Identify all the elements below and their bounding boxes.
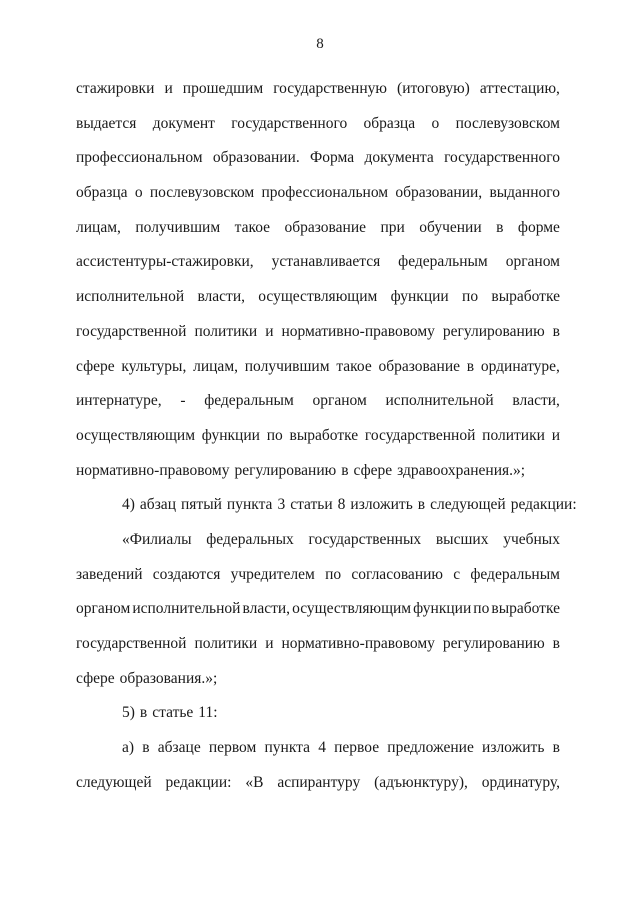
word: послевузовском [455, 114, 560, 132]
word: о [431, 114, 440, 132]
word: такое [336, 357, 372, 375]
text-line [76, 176, 560, 211]
word: власти, [197, 288, 245, 306]
word: абзац [139, 496, 176, 514]
word: осуществляющим [292, 600, 412, 618]
word: в [552, 635, 560, 652]
word: регулированию [234, 461, 337, 479]
word: заведений [76, 565, 143, 583]
word: выработке [491, 288, 560, 306]
word: ординатуру, [481, 773, 560, 791]
text-line [76, 662, 560, 697]
word: федеральным [398, 253, 488, 271]
word: осуществляющим [76, 426, 196, 444]
word: политики [194, 635, 258, 652]
word: политики [482, 426, 545, 444]
word: стажировки [76, 80, 155, 97]
word: в [139, 704, 148, 722]
word: государственную [273, 80, 387, 97]
word: по [266, 426, 283, 444]
word: государственной [76, 322, 187, 340]
word: и [551, 426, 560, 444]
word: (адъюнктуру), [374, 773, 468, 791]
word: регулированию [442, 635, 545, 652]
word: в [552, 322, 560, 340]
word: изложить [482, 739, 545, 757]
word: и [164, 80, 173, 97]
word: выработке [289, 426, 359, 444]
word: 11: [198, 704, 218, 722]
text-line [76, 766, 560, 801]
word: редакции: [510, 496, 577, 514]
word: нормативно-правовому [281, 322, 435, 340]
word: ассистентуры-стажировки, [76, 253, 254, 271]
word: (итоговую) [397, 80, 470, 97]
word: нормативно-правовому [281, 635, 435, 652]
word: и [265, 635, 274, 652]
word: выдается [76, 114, 137, 132]
word: органом [505, 253, 560, 271]
word: федеральным [204, 392, 294, 410]
document-body [76, 72, 577, 800]
word: государственного [444, 149, 560, 167]
page-number: 8 [316, 36, 324, 52]
word: в [417, 496, 426, 514]
word: функции [390, 288, 449, 306]
word: сфере [76, 357, 115, 375]
word: федеральных [206, 530, 294, 548]
word: нормативно-правовому [76, 461, 230, 479]
text-line [76, 627, 560, 662]
word: 8 [337, 496, 346, 514]
word: аспирантуру [277, 773, 361, 791]
word: 4) [122, 496, 135, 514]
word: федеральным [470, 565, 560, 583]
word: и [265, 322, 274, 340]
word: государственного [231, 114, 348, 132]
word: пункта [264, 739, 310, 757]
word: образования.»; [119, 669, 218, 687]
text-line [76, 696, 560, 731]
word: следующей [76, 773, 152, 791]
text-line [76, 315, 560, 350]
text-line [76, 523, 560, 558]
word: в [341, 461, 349, 479]
text-line [76, 107, 560, 142]
word: устанавливается [271, 253, 381, 271]
text-line [76, 454, 560, 489]
word: в [142, 739, 150, 757]
word: профессиональном [76, 149, 203, 167]
word: государственной [364, 426, 476, 444]
word: по [473, 600, 490, 618]
word: статье [152, 704, 194, 722]
word: учебных [503, 530, 560, 548]
word: в [466, 357, 475, 375]
word: в [496, 218, 504, 236]
word: Форма [310, 149, 355, 167]
word: 4 [318, 739, 326, 757]
word: выработке [491, 600, 560, 618]
word: форме [517, 218, 560, 236]
word: 5) [122, 704, 135, 722]
word: интернатуре, [76, 392, 162, 410]
text-line [76, 72, 560, 107]
word: политики [194, 322, 258, 340]
word: сфере [76, 669, 115, 687]
word: о [134, 184, 143, 202]
word: при [380, 218, 405, 236]
word: по [325, 565, 342, 583]
word: здравоохранения.»; [397, 461, 526, 479]
word: исполнительной [385, 392, 494, 410]
word: образца [76, 184, 128, 202]
word: исполнительной [76, 288, 185, 306]
word: органом [312, 392, 367, 410]
word: власти, [242, 600, 291, 618]
word: послевузовском [149, 184, 255, 202]
word: «В [245, 773, 264, 791]
word: культуры, [121, 357, 187, 375]
word: сфере [353, 461, 393, 479]
word: такое [234, 218, 271, 236]
text-line [76, 384, 560, 419]
word: редакции: [165, 773, 232, 791]
word: регулированию [442, 322, 545, 340]
word: с [453, 565, 461, 583]
text-line [76, 419, 560, 454]
word: государственной [76, 635, 187, 652]
word: образовании. [212, 149, 300, 167]
word: образца [363, 114, 416, 132]
word: органом [76, 600, 131, 618]
word: пятый [181, 496, 222, 514]
word: выданного [489, 184, 560, 202]
word: лицам, [76, 218, 121, 236]
word: образование [378, 357, 460, 375]
word: абзаце [157, 739, 201, 757]
word: профессиональном [261, 184, 389, 202]
text-line [76, 592, 560, 627]
word: создаются [152, 565, 221, 583]
word: образование [284, 218, 366, 236]
word: учредителем [230, 565, 315, 583]
word: статьи [290, 496, 333, 514]
word: документ [152, 114, 215, 132]
text-line [76, 245, 560, 280]
word: изложить [350, 496, 413, 514]
text-line [76, 488, 577, 523]
word: следующей [430, 496, 506, 514]
word: функции [201, 426, 260, 444]
word: получившим [135, 218, 221, 236]
word: высших [435, 530, 489, 548]
word: согласованию [351, 565, 443, 583]
word: 3 [277, 496, 286, 514]
word: государственных [308, 530, 422, 548]
word: документа [364, 149, 434, 167]
word: пункта [226, 496, 273, 514]
word: прошедшим [182, 80, 264, 97]
text-line [76, 141, 560, 176]
word: первое [334, 739, 380, 757]
word: «Филиалы [122, 530, 192, 548]
word: функции [413, 600, 472, 618]
word: предложение [387, 739, 474, 757]
word: лицам, [193, 357, 238, 375]
text-line [76, 350, 560, 385]
word: а) [122, 739, 135, 757]
word: ординатуре, [480, 357, 560, 375]
word: - [180, 392, 186, 410]
text-line [76, 280, 560, 315]
text-line [76, 558, 560, 593]
word: обучении [419, 218, 482, 236]
text-line [76, 731, 560, 766]
word: исполнительной [132, 600, 241, 618]
word: по [462, 288, 479, 306]
text-line [76, 211, 560, 246]
word: осуществляющим [258, 288, 378, 306]
word: первом [208, 739, 257, 757]
word: власти, [512, 392, 560, 410]
word: аттестацию, [479, 80, 560, 97]
word: в [552, 739, 560, 757]
word: образовании, [395, 184, 483, 202]
word: получившим [244, 357, 330, 375]
